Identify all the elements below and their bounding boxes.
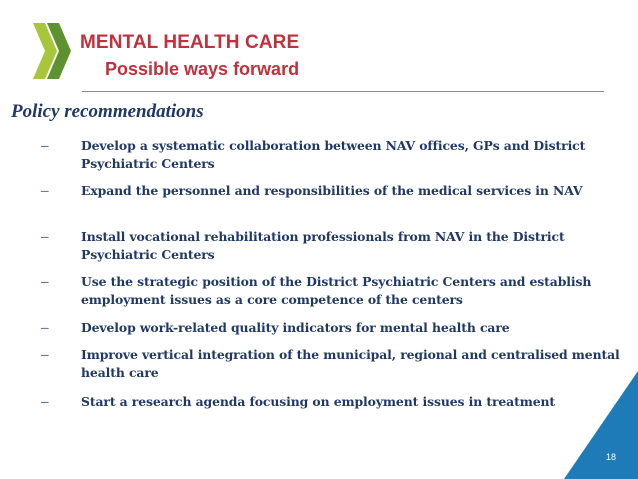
bullet-dash: – (41, 274, 49, 290)
bullet-text: Develop a systematic collaboration between NAV offices, GPs and District Psychiatric Centers (81, 138, 586, 171)
header-divider (82, 91, 604, 92)
bullet-dash: – (41, 183, 49, 199)
slide-subtitle: Possible ways forward (105, 59, 300, 79)
bullet-text: Use the strategic position of the District Psychiatric Centers and establish employment issues as a core competence of the centers (81, 274, 592, 307)
bullet-text: Expand the personnel and responsibilities of the medical services in NAV (81, 183, 583, 198)
bullet-text: Improve vertical integration of the municipal, regional and centralised mental health care (81, 347, 620, 380)
bullet-dash: – (41, 138, 49, 154)
corner-triangle-icon (564, 371, 638, 479)
page-number: 18 (606, 452, 617, 462)
bullet-dash: – (41, 394, 49, 410)
bullet-text: Start a research agenda focusing on employment issues in treatment (81, 394, 556, 409)
bullet-dash: – (41, 229, 49, 245)
bullet-text: Develop work-related quality indicators for mental health care (81, 320, 510, 335)
slide-title: MENTAL HEALTH CARE (80, 32, 300, 53)
bullet-dash: – (41, 347, 49, 363)
section-heading: Policy recommendations (11, 101, 204, 122)
oecd-logo-icon (30, 17, 76, 87)
bullet-text: Install vocational rehabilitation professionals from NAV in the District Psychiatric Centers (81, 229, 565, 262)
bullet-dash: – (41, 320, 49, 336)
